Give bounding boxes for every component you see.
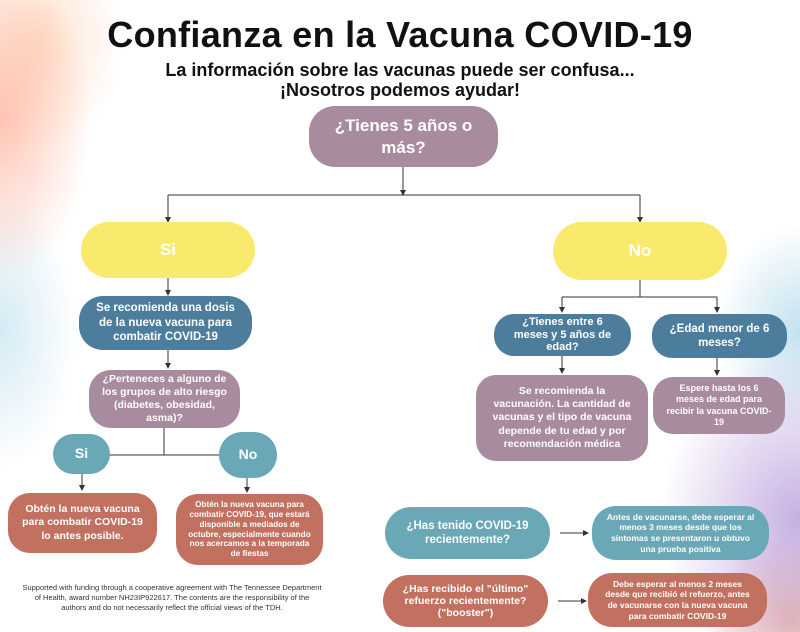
funding-disclaimer: Supported with funding through a cooperative agreement with The Tennessee Department of Health, award number NH23IP922617. The contents are the responsibility of the authors and do not necessarily reflect the official views of the TDH. xyxy=(22,583,322,613)
get-october-node: Obtén la nueva vacuna para combatir COVID-19, que estará disponible a mediados de octubre, especialmente cuando nos acercamos a la temporada de fiestas xyxy=(176,494,323,565)
si-node: Si xyxy=(81,222,255,278)
high-risk-question-node: ¿Perteneces a alguno de los grupos de alto riesgo (diabetes, obesidad, asma)? xyxy=(89,370,240,428)
recommend-dose-node: Se recomienda una dosis de la nueva vacuna para combatir COVID-19 xyxy=(79,296,252,350)
get-now-node: Obtén la nueva vacuna para combatir COVID-19 lo antes posible. xyxy=(8,493,157,553)
wait-six-months-node: Espere hasta los 6 meses de edad para recibir la vacuna COVID-19 xyxy=(653,377,785,434)
booster-answer-node: Debe esperar al menos 2 meses desde que recibió el refuerzo, antes de vacunarse con la nueva vacuna para combatir COVID-19 xyxy=(588,573,767,627)
no-node: No xyxy=(553,222,727,280)
page-subtitle-tagline: ¡Nosotros podemos ayudar! xyxy=(279,80,521,100)
age-question-node: ¿Tienes 5 años o más? xyxy=(309,106,498,167)
vaccination-recommended-node: Se recomienda la vacunación. La cantidad de vacunas y el tipo de vacuna depende de tu edad y por recomendación médica xyxy=(476,375,648,461)
risk-si-node: Si xyxy=(53,434,110,474)
recent-covid-question-node: ¿Has tenido COVID-19 recientemente? xyxy=(385,507,550,559)
page-subtitle: La información sobre las vacunas puede ser confusa... xyxy=(165,60,635,80)
under-six-question-node: ¿Edad menor de 6 meses? xyxy=(652,314,787,358)
recent-covid-answer-node: Antes de vacunarse, debe esperar al menos 3 meses desde que los síntomas se presentaron u obtuvo una prueba positiva xyxy=(592,506,769,560)
booster-question-node: ¿Has recibido el "último" refuerzo recientemente? ("booster") xyxy=(383,575,548,627)
page-title: Confianza en la Vacuna COVID-19 xyxy=(107,14,693,55)
risk-no-node: No xyxy=(219,432,277,478)
six-months-question-node: ¿Tienes entre 6 meses y 5 años de edad? xyxy=(494,314,631,356)
